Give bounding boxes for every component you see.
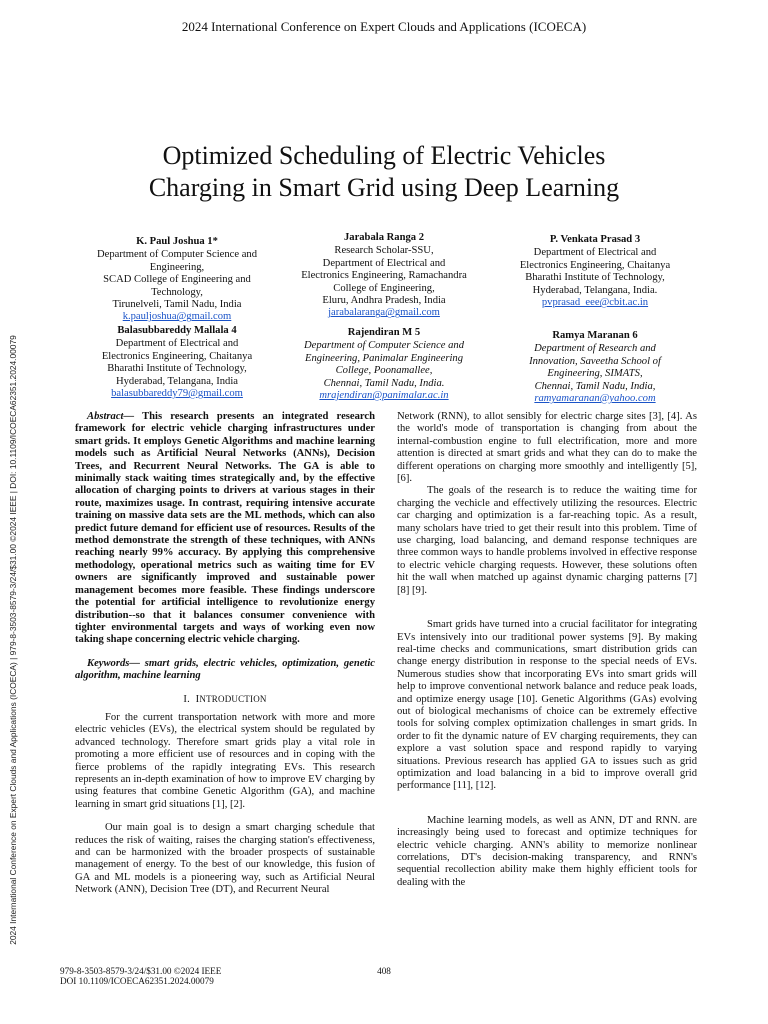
affiliation-line: Engineering, SIMATS,: [547, 368, 643, 380]
side-strip-text: 2024 International Conference on Expert Clouds and Applications (ICOECA) | 979-8-3503-8579-3/24/$31.00 ©2024 IEEE | DOI: 10.1109/ICOECA62351.2024.00079: [8, 335, 18, 945]
affiliation-line: Tirunelveli, Tamil Nadu, India: [112, 299, 242, 311]
author-2: [275, 232, 493, 320]
affiliation-line: Department of Electrical and: [115, 338, 239, 350]
affiliation-line: Department of Electrical and: [322, 257, 446, 269]
affiliation-line: Chennai, Tamil Nadu, India,: [534, 380, 656, 392]
affiliation-line: SCAD College of Engineering and: [103, 274, 251, 286]
affiliation-line: Hyderabad, Telangana, India.: [532, 284, 658, 296]
affiliation-line: Electronics Engineering, Chaitanya: [101, 350, 253, 362]
section-title-first: I: [195, 693, 200, 705]
author-3: [486, 234, 704, 309]
section-number: I.: [183, 693, 190, 705]
author-name: K. Paul Joshua 1*: [136, 236, 218, 247]
author-email-link[interactable]: balasubbareddy79@gmail.com: [111, 388, 243, 400]
abstract-text: This research presents an integrated research framework for electric vehicle charging infrastructures under smart grids. It employs Genetic Algorithms and machine learning models such as Artificial Neural Networks (ANNs), Decision Trees, and Recurrent Neural Networks. The GA is able to minimally stack waiting times strategically and, by the effective allocation of charging points to drivers at various stages in their route, maximizes usage. In contrast, requiring intensive accurate training on massive data sets are the ML methods, which can also predict future demand for efficient use of resources. Results of the method demonstrate the strength of these techniques, with ANNs reaching nearly 99% accuracy. By applying this comprehensive methodology, operational metrics such as waiting time for EV owners are significantly improved and sustainable power management becomes more feasible. These findings underscore the potential for artificial intelligence to revolutionize energy distribution--so that it balances consumer convenience with tighter environmental targets and ways of working even now taking shape concerning electric vehicle charging.: [75, 411, 375, 646]
affiliation-line: Bharathi Institute of Technology,: [525, 272, 665, 284]
affiliation-line: Chennai, Tamil Nadu, India.: [323, 377, 445, 389]
body-paragraph-2: The goals of the research is to reduce the waiting time for charging the vechicle and effectively utilizing the resources. Electric car charging and optimization is a far-reaching topic. As a result, many scholars have tried to get their result into this problem. Time of use charging, load balancing, and demand response techniques are three common ways to handle problems involved in effective response to electric vehicle charging requests. However, these solutions often hit the wall when matched up against dynamic charging patterns [7] [8] [9].: [397, 485, 697, 596]
right-column: [397, 411, 697, 889]
affiliation-line: Department of Computer Science and: [96, 249, 258, 261]
footer-isbn: 979-8-3503-8579-3/24/$31.00 ©2024 IEEE: [60, 966, 222, 976]
intro-paragraph-2: Our main goal is to design a smart charging schedule that reduces the risk of waiting, raises the charging station's effectiveness, and can be harmonized with the broader prospects of sustainable management of energy. To the best of our knowledge, this fusion of GA and ML models is a pioneering way, such as Artificial Neural Network (ANN), Decision Tree (DT), and Recurrent Neural: [75, 822, 375, 896]
author-email-link[interactable]: mrajendiran@panimalar.ac.in: [319, 390, 449, 402]
affiliation-line: Engineering,: [149, 261, 205, 273]
author-1: [68, 236, 286, 324]
author-5: [275, 327, 493, 402]
body-paragraph-1: Network (RNN), to allot sensibly for electric charge sites [3], [4]. As the world's mode of transportation is changing from about the internal-combustion engine to full electrification, more and more attention is directed at smart grids and what they can do to make the different operations on charging more smoothly and intelligently [5],[6].: [397, 411, 697, 485]
author-name: Rajendiran M 5: [347, 327, 421, 338]
author-name: Ramya Maranan 6: [552, 330, 638, 341]
author-name: P. Venkata Prasad 3: [549, 234, 641, 245]
paper-title: [60, 140, 708, 204]
affiliation-line: Electronics Engineering, Ramachandra: [301, 270, 467, 282]
affiliation-line: Bharathi Institute of Technology,: [107, 363, 247, 375]
affiliation-line: College, Poonamallee,: [335, 365, 433, 377]
section-title-rest: NTRODUCTION: [199, 693, 267, 704]
author-email-link[interactable]: jarabalaranga@gmail.com: [328, 307, 440, 319]
affiliation-line: Research Scholar-SSU,: [334, 245, 434, 257]
conference-header: 2024 International Conference on Expert Clouds and Applications (ICOECA): [181, 19, 587, 34]
author-6: [486, 330, 704, 405]
affiliation-line: Eluru, Andhra Pradesh, India: [322, 295, 446, 307]
abstract-label: Abstract—: [87, 411, 135, 422]
author-email-link[interactable]: k.pauljoshua@gmail.com: [122, 311, 232, 323]
author-name: Jarabala Ranga 2: [343, 232, 425, 243]
affiliation-line: Department of Computer Science and: [303, 340, 465, 352]
affiliation-line: College of Engineering,: [333, 282, 435, 294]
affiliation-line: Department of Research and: [534, 343, 656, 355]
body-paragraph-3: Smart grids have turned into a crucial facilitator for integrating EVs intensively into our traditional power systems [9]. By making real-time checks and communications, smart distribution grids can change energy distribution in response to the special needs of EVs. Numerous studies show that incorporating EVs into smart grids will help to improve conventional network balance and reduce peak loads, and optimize energy usage [10]. Genetic Algorithms (GAs) evolving out of biological mechanisms of choice can be extremely effective tools for solving complex optimization challenges in smart grids. In order to fit the dynamic nature of EV charging requirements, they can explore a vast solution space and respond rapidly to varying situations. Previous research has applied GA to issues such as grid optimization and load balancing in a bid to improve overall grid performance [11], [12].: [397, 619, 697, 792]
left-column: [75, 411, 375, 897]
affiliation-line: Engineering, Panimalar Engineering: [304, 352, 463, 364]
author-email-link[interactable]: ramyamaranan@yahoo.com: [534, 393, 656, 405]
body-paragraph-4: Machine learning models, as well as ANN, DT and RNN. are increasingly being used to forecast and optimize techniques for electric vehicle charging. ANN's ability to memorize nonlinear correlations, DT's decision-making transparency, and RNN's sequential recollection ability make them highly efficient tools for dealing with the: [397, 814, 697, 888]
affiliation-line: Electronics Engineering, Chaitanya: [519, 259, 671, 271]
affiliation-line: Hyderabad, Telangana, India: [115, 375, 238, 387]
intro-paragraph-1: For the current transportation network with more and more electric vehicles (EVs), the electrical system should be regulated by advanced technology. Therefore smart grids play a vital role in promoting a more efficient use of resources and in coping with the fierce problems of the rapidly integrating EVs. This research represents an in-depth examination of how to improve EV charging by using features that combine Genetic Algorithm (GA), and machine learning in smart grid situations [1], [2].: [75, 711, 375, 810]
title-line-2: Charging in Smart Grid using Deep Learning: [148, 173, 620, 202]
affiliation-line: Department of Electrical and: [533, 247, 657, 259]
abstract: [75, 411, 375, 647]
author-4: [68, 325, 286, 400]
author-email-link[interactable]: pvprasad_eee@cbit.ac.in: [541, 297, 649, 309]
keywords: Keywords— smart grids, electric vehicles, optimization, genetic algorithm, machine learning: [75, 657, 375, 682]
affiliation-line: Technology,: [151, 286, 203, 298]
footer-doi: DOI 10.1109/ICOECA62351.2024.00079: [60, 976, 214, 987]
title-line-1: Optimized Scheduling of Electric Vehicles: [162, 141, 606, 170]
affiliation-line: Innovation, Saveetha School of: [529, 355, 661, 367]
author-name: Balasubbareddy Mallala 4: [117, 325, 237, 336]
section-heading-introduction: [75, 693, 375, 706]
page-number: 408: [377, 966, 391, 976]
